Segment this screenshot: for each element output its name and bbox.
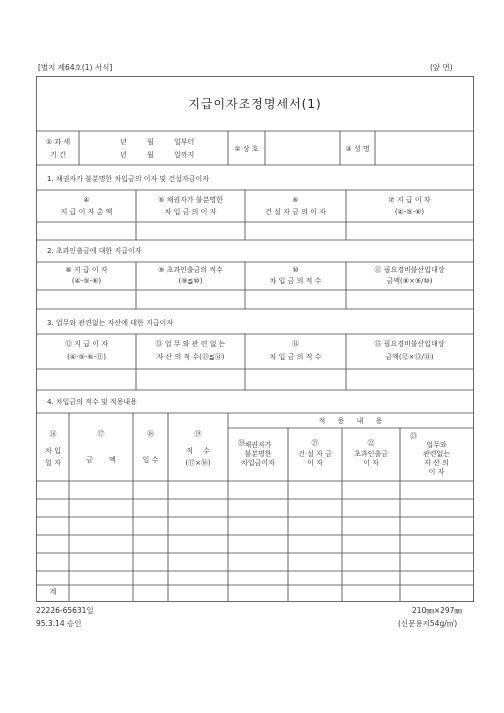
sec2-col4-line1: ⑪ 필요경비불산입대상	[374, 266, 445, 274]
tax-period-label-2: 기 간	[50, 151, 66, 159]
sec1-col2-line2: 차 입 금 의 이 자	[164, 208, 217, 216]
col-number-19: ⑲	[194, 430, 202, 438]
section-3-title: 3. 업무와 관련없는 자산에 대한 지급이자	[47, 319, 173, 327]
col-days: 일 수	[142, 456, 159, 464]
col-number-16: ⑯	[49, 430, 57, 438]
col-construction-interest: 건 설 자 금 이 자	[298, 450, 332, 467]
col-non-business-asset-interest: 업무와 관련없는 자 산 의 이 자	[422, 441, 451, 476]
col-number-17: ⑰	[97, 430, 105, 438]
tax-period-label-1: ① 과 세	[45, 138, 71, 146]
col-borrow-date: 차 입 일 자	[45, 447, 61, 467]
sec2-col1-line2: (④-⑤-⑥)	[71, 277, 102, 285]
person-name-label: ③ 성 명	[345, 145, 370, 153]
paper-type: (신문용지54g/㎡)	[398, 619, 458, 628]
sec3-col3-line2: 차 입 금 의 적 수	[269, 353, 322, 361]
sec1-col4-line2: (④-⑤-⑥)	[394, 208, 425, 216]
form-code: 22226-65631일	[36, 606, 94, 615]
col-number-21: ㉑	[311, 439, 319, 447]
sec3-col4-line1: ⑮ 필요경비불산입대상	[374, 340, 445, 348]
section-4-title: 4. 차입금의 적수 및 적용내용	[47, 398, 137, 406]
sec3-col2-line1: ⑬ 업 무 와 관 련 없 는	[155, 340, 226, 348]
sec2-col3-line2: 차 입 금 의 적 수	[269, 277, 322, 285]
col-overdraft-interest: 초과인출금 이 자	[354, 450, 388, 467]
sec1-col3-line1: ⑥	[292, 196, 299, 204]
col-accumulation: 적 수 (⑰×⑱)	[185, 447, 211, 467]
col-amount: 금 액	[86, 456, 116, 464]
sec1-col2-line1: ⑤ 채권자가 불분명한	[158, 196, 223, 204]
period-from: 년 월 일부터	[120, 138, 195, 146]
sec3-col1-line2: (④-⑤-⑥-⑪)	[67, 353, 106, 361]
sec1-col1-line1: ④	[83, 196, 90, 204]
page-side-label: (앞 면)	[430, 63, 453, 72]
paper-size: 210㎜×297㎜	[412, 606, 462, 615]
application-group-header: 적 용 내 용	[318, 417, 383, 425]
col-unknown-creditor-interest: 채권자가 불분명한 차입금이자	[241, 441, 275, 467]
company-name-label: ② 상 호	[234, 145, 259, 153]
form-reference: [별지 제64호(1) 서식]	[38, 63, 113, 72]
sec3-col4-line2: 금액(⑫×⑬/⑭)	[385, 353, 434, 361]
col-number-18: ⑱	[147, 430, 154, 438]
total-row-label: 계	[49, 588, 57, 596]
sec2-col2-line1: ⑨ 초과인출금의 적수	[158, 266, 223, 274]
sec2-col3-line1: ⑩	[292, 266, 299, 274]
sec1-col1-line2: 지 급 이 자 총 액	[60, 208, 113, 216]
approval-date: 95.3.14 승인	[36, 619, 82, 628]
col-number-22: ㉒	[367, 439, 375, 447]
sec3-col1-line1: ⑫ 지 급 이 자	[65, 340, 108, 348]
col-number-20: ⑳	[238, 439, 245, 447]
col-number-23: ㉓	[410, 432, 417, 440]
period-to: 년 월 일까지	[120, 151, 195, 159]
sec3-col3-line1: ⑭	[292, 340, 299, 348]
sec2-col4-line2: 금액(⑧×⑨/⑩)	[386, 277, 433, 285]
form-title: 지급이자조정명세서(1)	[188, 97, 322, 111]
sec2-col2-line2: (⑨≦⑩)	[178, 277, 203, 285]
section-1-title: 1. 채권자가 불분명한 차입금의 이자 및 건설자금이자	[47, 175, 210, 183]
section-2-title: 2. 초과인출금에 대한 지급이자	[47, 247, 142, 255]
sec3-col2-line2: 자 산 의 적 수(⑬≦⑭)	[156, 353, 225, 361]
sec1-col4-line1: ⑦ 지 급 이 자	[388, 196, 431, 204]
sec1-col3-line2: 건 설 자 금 의 이 자	[265, 208, 326, 216]
sec2-col1-line1: ⑧ 지 급 이 자	[65, 266, 108, 274]
